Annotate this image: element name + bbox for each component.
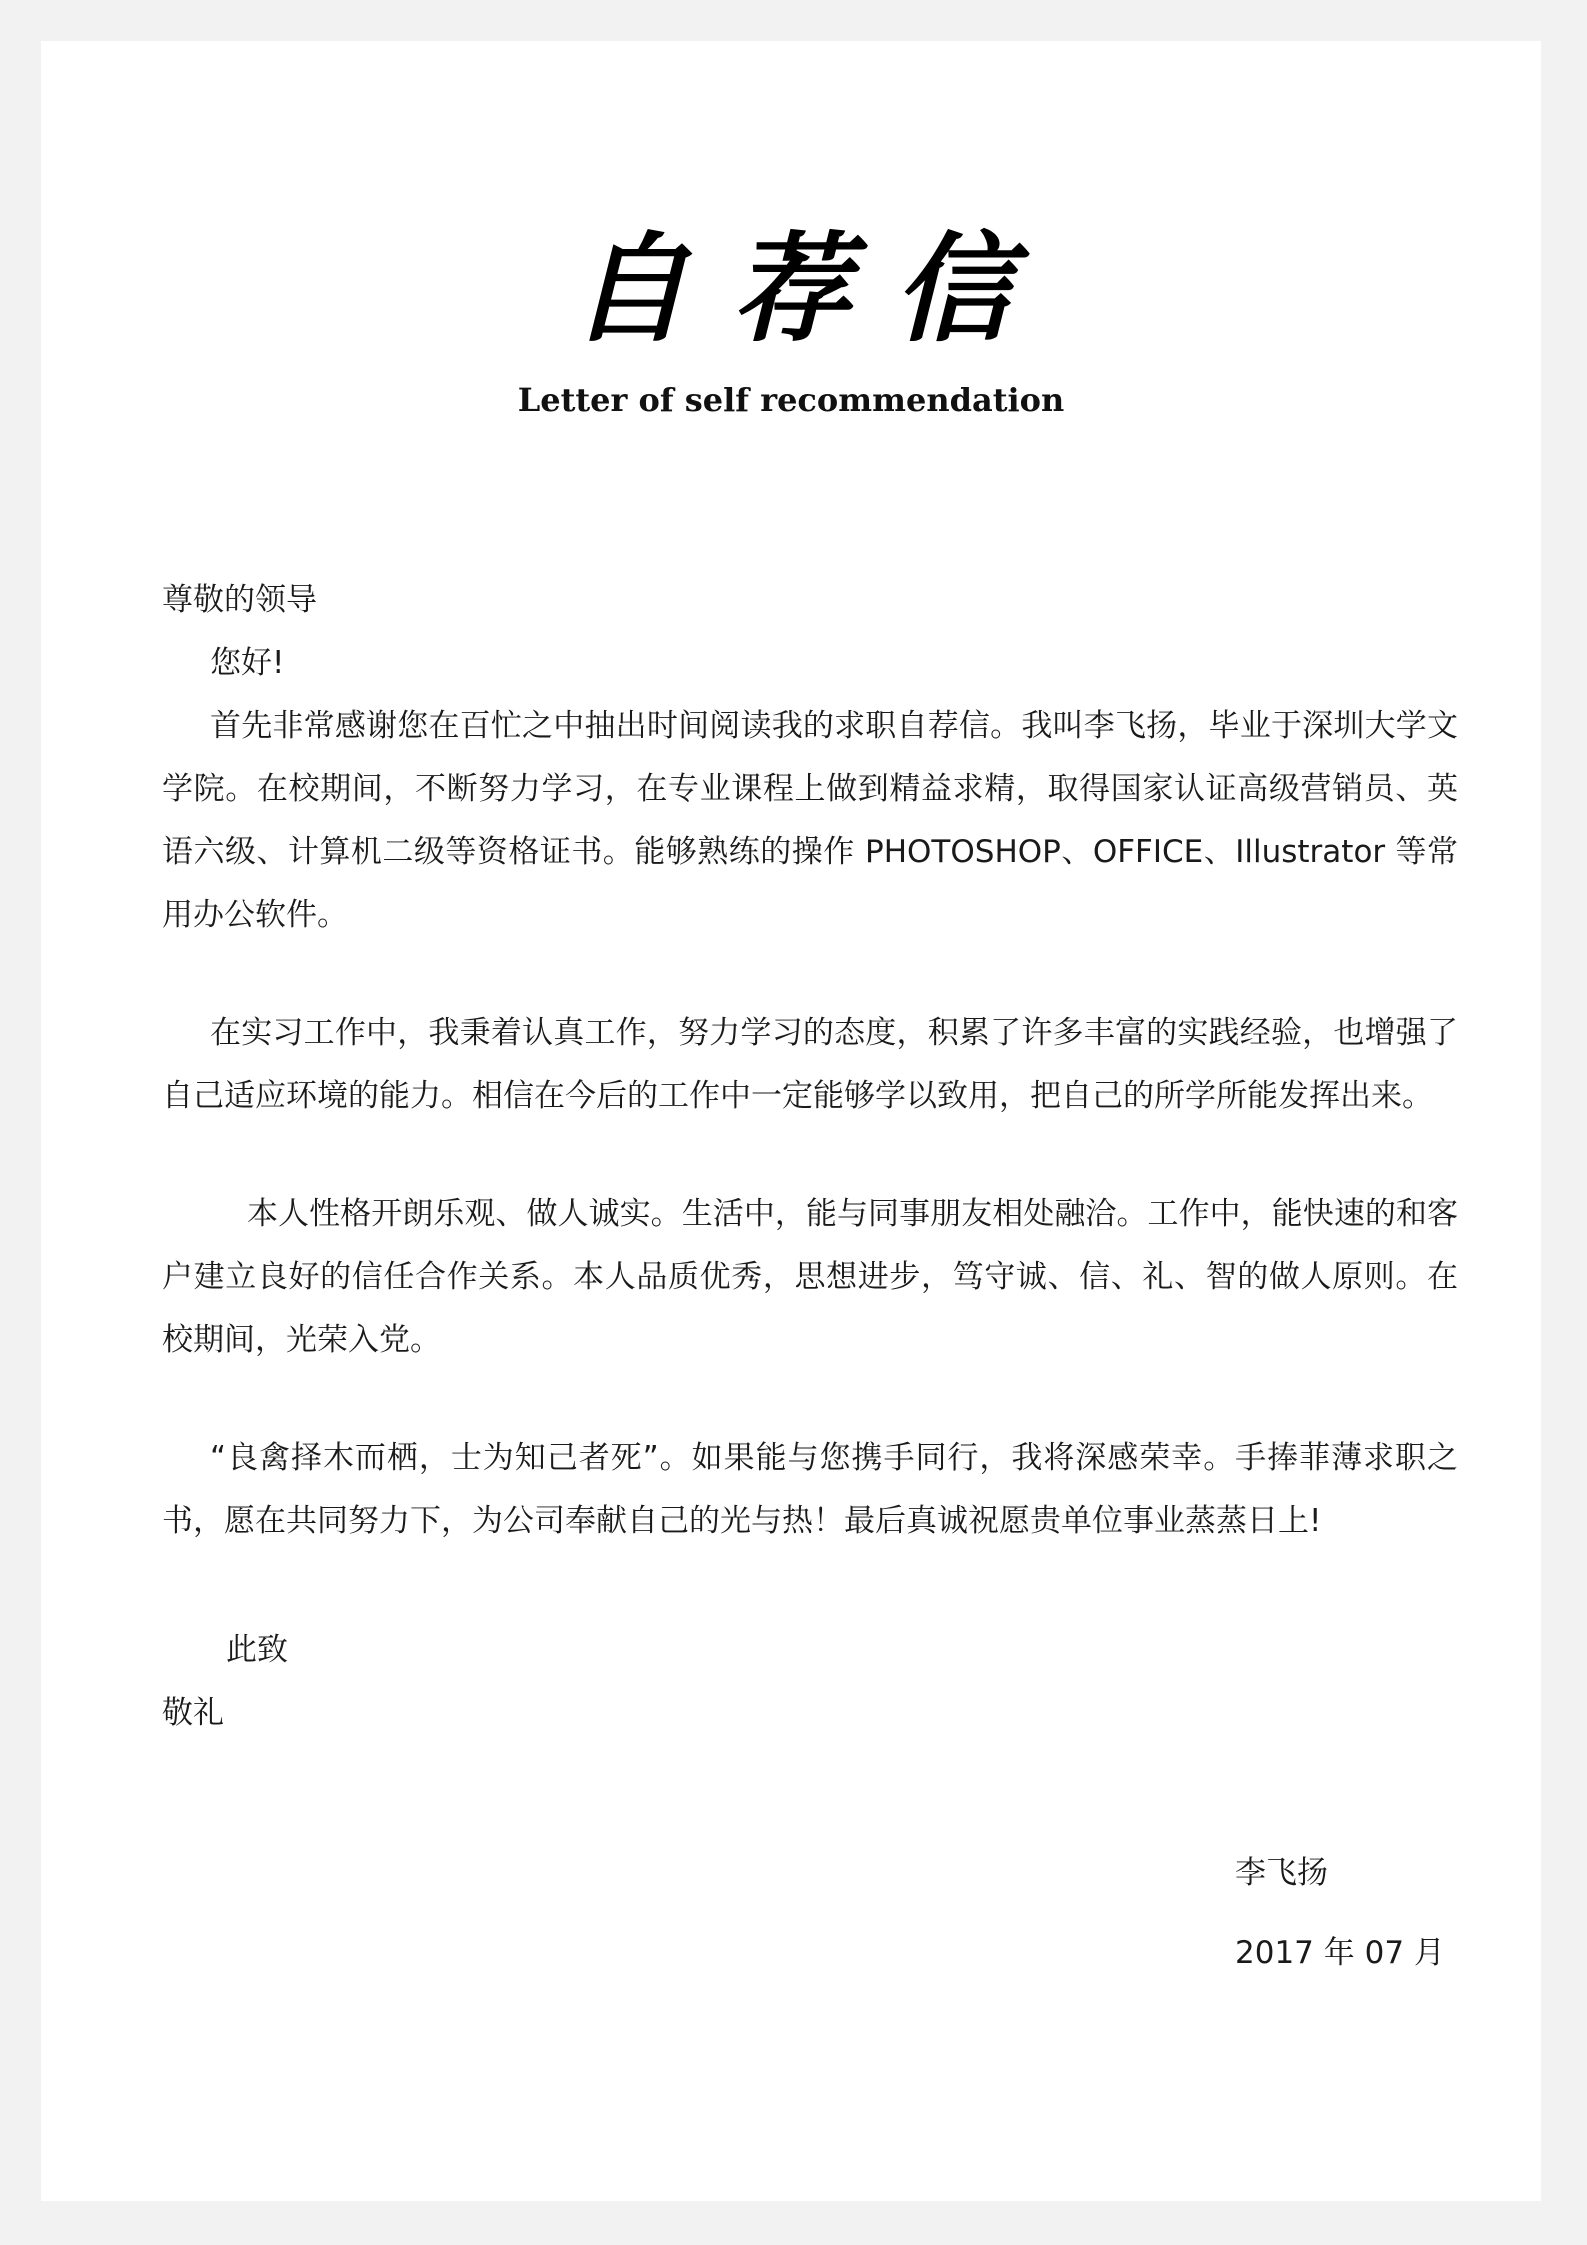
closing-ci-zhi: 此致 [226,1632,288,1668]
paragraph-internship: 在实习工作中，我秉着认真工作，努力学习的态度，积累了许多丰富的实践经验，也增强了自己适应环境的能力。相信在今后的工作中一定能够学以致用，把自己的所学所能发挥出来。 [162,1015,1458,1114]
letter-page [41,41,1541,2201]
greeting: 您好! [210,645,285,681]
paragraph-gap [162,1128,1458,1183]
closing-jing-li: 敬礼 [162,1695,224,1731]
paragraph-closing-wish: “良禽择木而栖，士为知己者死”。如果能与您携手同行，我将深感荣幸。手捧菲薄求职之书，愿在共同努力下，为公司奉献自己的光与热！最后真诚祝愿贵单位事业蒸蒸日上! [162,1440,1458,1539]
paragraph-gap [162,1372,1458,1427]
paragraph-intro: 首先非常感谢您在百忙之中抽出时间阅读我的求职自荐信。我叫李飞扬，毕业于深圳大学文学院。在校期间，不断努力学习，在专业课程上做到精益求精，取得国家认证高级营销员、英语六级、计算机二级等资格证书。能够熟练的操作 PHOTOSHOP、OFFICE、Illustrator 等常用办公软件。 [162,708,1458,933]
paragraph-gap [162,947,1458,1002]
signature-block [1235,1849,1445,1977]
signature-name: 李飞扬 [1235,1855,1328,1891]
title-english: Letter of self recommendation [517,381,1065,419]
signature-date: 2017 年 07 月 [1235,1935,1445,1971]
title-chinese: 自荐信 [569,219,1056,358]
salutation: 尊敬的领导 [162,582,317,618]
letter-body [162,569,1458,1745]
paragraph-gap [162,1553,1458,1619]
paragraph-personality: 本人性格开朗乐观、做人诚实。生活中，能与同事朋友相处融洽。工作中，能快速的和客户建立良好的信任合作关系。本人品质优秀，思想进步，笃守诚、信、礼、智的做人原则。在校期间，光荣入党。 [162,1196,1458,1358]
